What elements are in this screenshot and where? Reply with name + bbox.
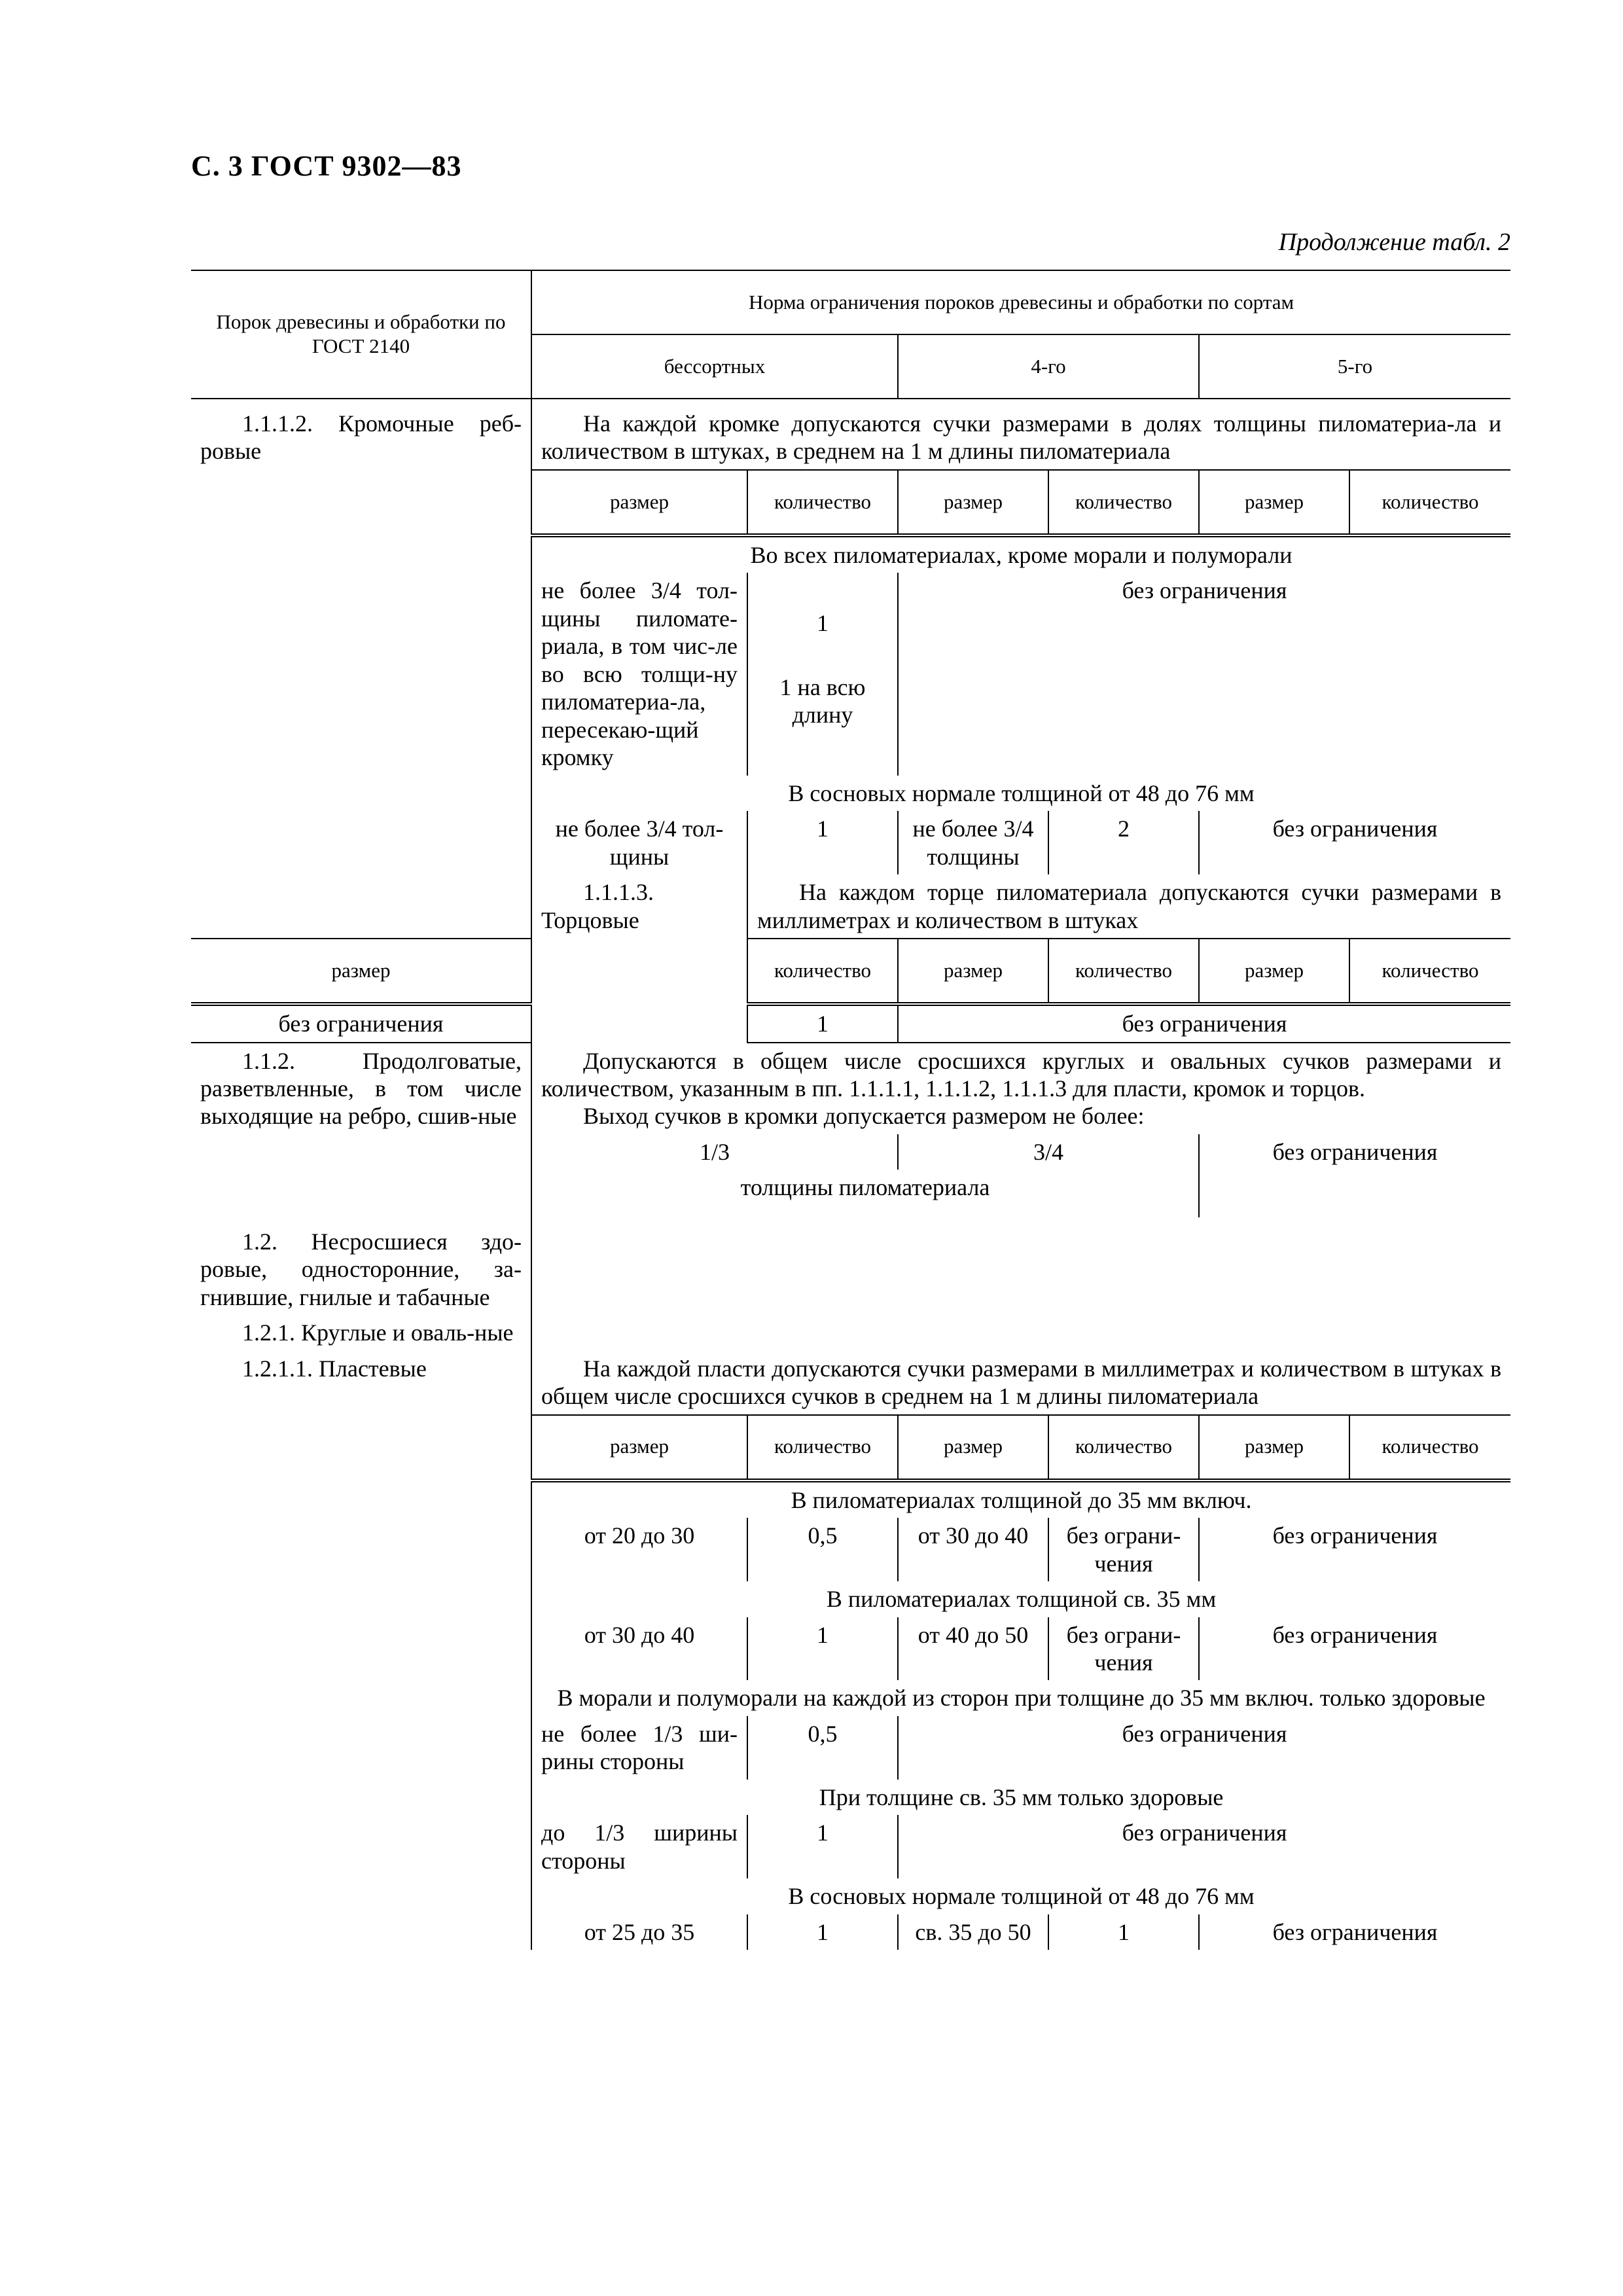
subcondition: В сосновых нормале толщиной от 48 до 76 мм xyxy=(788,780,1255,806)
defect-name: 1.2. Несросшиеся здо-ровые, односторонние, за-гнившие, гнилые и табачные xyxy=(191,1217,531,1315)
defect-name: 1.1.2. Продолговатые, разветвленные, в том числе выходящие на ребро, сшив-ные xyxy=(191,1043,531,1217)
defect-name: 1.1.1.2. Кромочные реб-ровые xyxy=(191,399,531,939)
norm-value: без ограничения xyxy=(1272,1621,1438,1648)
norm-value: без ограничения xyxy=(1272,1138,1438,1165)
page-header: С. 3 ГОСТ 9302—83 xyxy=(191,150,462,182)
subcondition: В морали и полуморали на каждой из сторон при толщине до 35 мм включ. только здоровые xyxy=(557,1685,1486,1712)
subcondition: В сосновых нормале толщиной от 48 до 76 мм xyxy=(788,1883,1255,1910)
norm-description: На каждом торце пиломатериала допускаются сучки размерами в миллиметрах и количеством в штуках xyxy=(757,879,1502,933)
subcondition: Во всех пиломатериалах, кроме морали и полуморали xyxy=(750,541,1293,568)
size-label: размер xyxy=(1199,939,1349,1004)
count-label: количество xyxy=(747,470,898,535)
size-label: размер xyxy=(1199,470,1349,535)
count-label: количество xyxy=(1048,939,1199,1004)
count-value: 1 xyxy=(1048,1914,1199,1950)
count-value: 1 xyxy=(747,1617,898,1681)
norm-value: без ограничения xyxy=(1122,1820,1287,1846)
size-label: размер xyxy=(191,939,531,1004)
size-value: от 20 до 30 xyxy=(531,1518,747,1581)
size-label: размер xyxy=(898,1415,1048,1480)
norm-description: На каждой кромке допускаются сучки размерами в долях толщины пиломатериа-ла и количеством в штуках, в среднем на 1 м длины пиломатериала xyxy=(541,410,1502,465)
size-value: от 40 до 50 xyxy=(898,1617,1048,1681)
fraction-value: 3/4 xyxy=(898,1134,1199,1170)
defect-name: 1.2.1. Круглые и оваль-ные xyxy=(191,1315,531,1350)
count-value: 2 xyxy=(1048,811,1199,874)
count-label: количество xyxy=(1349,939,1510,1004)
size-label: размер xyxy=(531,470,747,535)
size-value: не более 3/4 тол-щины xyxy=(531,811,747,874)
norm-description-line: Выход сучков в кромки допускается размером не более: xyxy=(583,1103,1145,1130)
col-header-norm: Норма ограничения пороков древесины и обработки по сортам xyxy=(531,270,1510,334)
count-label: количество xyxy=(1048,1415,1199,1480)
count-label: количество xyxy=(1349,470,1510,535)
norm-value: без ограничения xyxy=(898,1004,1510,1042)
count-value: 1 xyxy=(747,573,898,669)
count-value: без ограни-чения xyxy=(1048,1617,1199,1681)
size-label: размер xyxy=(531,1415,747,1480)
grade-header: 5-го xyxy=(1199,334,1510,399)
fraction-value: 1/3 xyxy=(531,1134,898,1170)
size-value: до 1/3 ширины стороны xyxy=(531,1815,747,1878)
defect-name: 1.2.1.1. Пластевые xyxy=(191,1351,531,1950)
defect-name: 1.1.1.3. Торцовые xyxy=(531,874,747,1042)
count-value: 1 xyxy=(747,811,898,874)
size-label: размер xyxy=(1199,1415,1349,1480)
count-value: 1 на всю длину xyxy=(747,670,898,776)
count-label: количество xyxy=(1048,470,1199,535)
table-continuation-label: Продолжение табл. 2 xyxy=(1278,228,1510,256)
subcondition: При толщине св. 35 мм только здоровые xyxy=(819,1784,1224,1810)
count-label: количество xyxy=(1349,1415,1510,1480)
norm-value: без ограничения xyxy=(1272,1918,1438,1945)
defects-table xyxy=(191,270,1510,1950)
subcondition: В пиломатериалах толщиной до 35 мм включ. xyxy=(791,1486,1252,1513)
norm-description: На каждой пласти допускаются сучки размерами в миллиметрах и количеством в штуках в общем числе сросшихся сучков в среднем на 1 м длины пиломатериала xyxy=(541,1355,1502,1410)
norm-description xyxy=(531,1043,1510,1134)
size-value: без ограничения xyxy=(191,1004,531,1042)
norm-value: без ограничения xyxy=(1272,1522,1438,1549)
subcondition: В пиломатериалах толщиной св. 35 мм xyxy=(826,1586,1217,1613)
count-label: количество xyxy=(747,939,898,1004)
grade-header: 4-го xyxy=(898,334,1199,399)
count-value: 1 xyxy=(747,1004,898,1042)
count-value: 0,5 xyxy=(747,1716,898,1780)
col-header-defect: Порок древесины и обработки по ГОСТ 2140 xyxy=(191,270,531,399)
norm-value: без ограничения xyxy=(1122,1720,1287,1747)
size-label: размер xyxy=(898,470,1048,535)
norm-value: без ограничения xyxy=(1272,816,1438,842)
count-value: 1 xyxy=(747,1914,898,1950)
count-value: без ограни-чения xyxy=(1048,1518,1199,1581)
size-label: размер xyxy=(898,939,1048,1004)
norm-note: толщины пиломатериала xyxy=(531,1170,1199,1217)
size-value: не более 3/4 тол-щины пиломате-риала, в том чис-ле во всю толщи-ну пиломатериа-ла, пересекаю-щий кромку xyxy=(531,573,747,775)
size-value: не более 1/3 ши-рины стороны xyxy=(531,1716,747,1780)
count-value: 1 xyxy=(747,1815,898,1878)
size-value: от 25 до 35 xyxy=(531,1914,747,1950)
grade-header: бессортных xyxy=(531,334,898,399)
size-value: не более 3/4 толщины xyxy=(898,811,1048,874)
count-label: количество xyxy=(747,1415,898,1480)
norm-description-line: Допускаются в общем числе сросшихся круглых и овальных сучков размерами и количеством, указанным в пп. 1.1.1.1, 1.1.1.2, 1.1.1.3 для пласти, кромок и торцов. xyxy=(541,1047,1502,1102)
size-value: от 30 до 40 xyxy=(898,1518,1048,1581)
count-value: 0,5 xyxy=(747,1518,898,1581)
norm-value: без ограничения xyxy=(1122,577,1287,604)
size-value: св. 35 до 50 xyxy=(898,1914,1048,1950)
size-value: от 30 до 40 xyxy=(531,1617,747,1681)
